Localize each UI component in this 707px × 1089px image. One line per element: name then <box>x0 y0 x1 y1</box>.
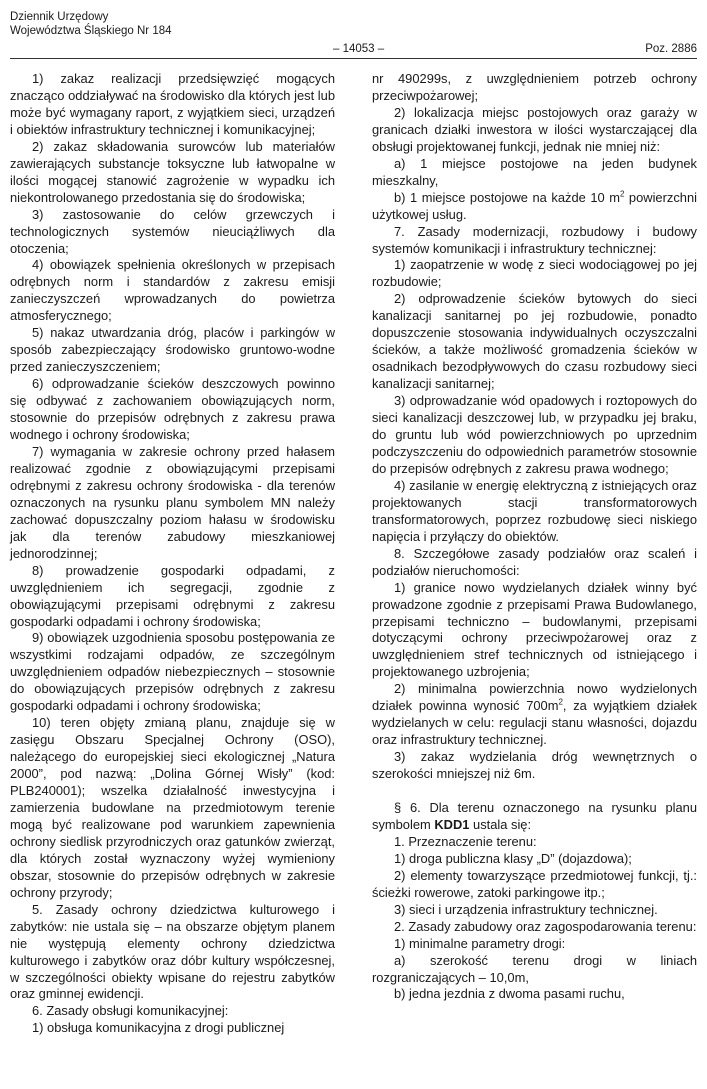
paragraph: 4) obowiązek spełnienia określonych w przepisach odrębnych norm i standardów z zakresu emisji zanieczyszczeń wprowadzanych do powietrza atmosferycznego; <box>10 257 335 324</box>
paragraph: 9) obowiązek uzgodnienia sposobu postępowania ze wszystkimi rodzajami odpadów, ze szczególnym uwzględnieniem odpadów niebezpiecznych – stosownie do obowiązujących przepisów odrębnych z zakresu gospodarki odpadami i ochrony środowiska; <box>10 630 335 714</box>
paragraph: 5. Zasady ochrony dziedzictwa kulturowego i zabytków: nie ustala się – na obszarze objętym planem nie występują elementy ochrony dziedzictwa kulturowego i zabytków oraz dóbr kultury współczesnej, w szczególności obiekty wpisane do rejestru zabytków oraz gminnej ewidencji. <box>10 901 335 1002</box>
symbol-code: KDD1 <box>434 816 470 832</box>
paragraph: 8. Szczegółowe zasady podziałów oraz scaleń i podziałów nieruchomości: <box>372 545 697 578</box>
paragraph: 3) zastosowanie do celów grzewczych i technologicznych systemów nieuciążliwych dla otoczenia; <box>10 206 335 256</box>
paragraph: 8) prowadzenie gospodarki odpadami, z uwzględnieniem ich segregacji, zgodnie z obowiązującymi przepisami odrębnymi z zakresu gospodarki odpadami i ochrony środowiska; <box>10 562 335 629</box>
journal-title-line1: Dziennik Urzędowy <box>10 11 109 23</box>
paragraph: 3) sieci i urządzenia infrastruktury technicznej. <box>394 901 658 917</box>
text: ustala się: <box>469 816 532 832</box>
page-header <box>10 10 697 56</box>
section-heading <box>372 800 697 834</box>
superscript: 2 <box>558 697 563 707</box>
paragraph: 6) odprowadzanie ścieków deszczowych powinno się odbywać z zachowaniem obowiązujących norm, stosownie do przepisów odrębnych z zakresu prawa wodnego i ochrony środowiska; <box>10 376 335 443</box>
paragraph: 2) lokalizacja miejsc postojowych oraz garaży w granicach działki inwestora w ilości wystarczającej dla obsługi projektowanej funkcji, jednak nie mniej niż: <box>372 104 697 154</box>
paragraph: 6. Zasady obsługi komunikacyjnej: <box>32 1003 229 1019</box>
paragraph-parking-b <box>372 190 697 224</box>
paragraph: 3) zakaz wydzielania dróg wewnętrznych o szerokości mniejszej niż 6m. <box>372 749 697 782</box>
page-number: – 14053 – <box>333 43 385 55</box>
paragraph: 4) zasilanie w energię elektryczną z istniejących oraz projektowanych stacji transformatorowych transformatorowych, poprzez rozbudowę sieci niskiego napięcia i przyłączy do obiektów. <box>372 477 697 544</box>
paragraph: 2) elementy towarzyszące przedmiotowej funkcji, tj.: ścieżki rowerowe, zatoki parkingowe itp.; <box>372 867 697 900</box>
paragraph-min-area <box>372 681 697 749</box>
text: § 6. Dla terenu oznaczonego na rysunku planu symbolem <box>372 799 697 832</box>
paragraph: b) jedna jezdnia z dwoma pasami ruchu, <box>394 986 625 1002</box>
text: b) 1 miejsce postojowe na każde 10 m <box>394 189 620 205</box>
paragraph: 2. Zasady zabudowy oraz zagospodarowania terenu: <box>394 918 697 934</box>
paragraph: 2) odprowadzenie ścieków bytowych do sieci kanalizacji sanitarnej po jej rozbudowie, ponadto dopuszczenie stosowania indywidualnych oczyszczalni ścieków, a także możliwość gromadzenia ścieków w osadnikach bezodpływowych do czasu rozbudowy sieci kanalizacji sanitarnej; <box>372 291 697 392</box>
paragraph: 1) minimalne parametry drogi: <box>394 935 566 951</box>
text: , za wyjątkiem działek wydzielanych w celu: regulacji stanu własności, dojazdu oraz infrastruktury technicznej. <box>372 698 697 748</box>
superscript: 2 <box>619 189 625 199</box>
journal-title <box>10 10 172 38</box>
paragraph: 5) nakaz utwardzania dróg, placów i parkingów w sposób zabezpieczający środowisko gruntowo-wodne przed zanieczyszczeniem; <box>10 325 335 375</box>
journal-title-line2: Województwa Śląskiego Nr 184 <box>10 25 172 37</box>
paragraph: 1) zakaz realizacji przedsięwzięć mogących znacząco oddziaływać na środowisko dla których jest lub może być wymagany raport, z wyjątkiem sieci, urządzeń i obiektów infrastruktury technicznej i komunikacyjnej; <box>10 71 335 137</box>
text: 2) minimalna powierzchnia nowo wydzielonych działek powinna wynosić 700m <box>372 681 697 714</box>
position-number: Poz. 2886 <box>645 43 697 55</box>
paragraph: 1) zaopatrzenie w wodę z sieci wodociągowej po jej rozbudowie; <box>372 257 697 290</box>
left-column <box>10 71 335 1037</box>
paragraph: 7. Zasady modernizacji, rozbudowy i budowy systemów komunikacji i infrastruktury technicznej: <box>372 223 697 256</box>
paragraph: 10) teren objęty zmianą planu, znajduje się w zasięgu Obszaru Specjalnej Ochrony (OSO), należącego do europejskiej sieci ekologicznej „Natura 2000”, pod nazwą: „Dolina Górnej Wisły” (kod: PLB240001); wszelka działalność inwestycyjna i zamierzenia budowlane na przedmiotowym terenie mogą być realizowane pod warunkiem zapewnienia ochrony siedlisk przyrodniczych oraz gatunków zwierząt, dla których został wyznaczony wyżej wymieniony obszar, stosownie do przepisów odrębnych w zakresie ochrony przyrody; <box>10 715 335 900</box>
paragraph: 1. Przeznaczenie terenu: <box>394 833 537 849</box>
paragraph: 7) wymagania w zakresie ochrony przed hałasem realizować zgodnie z obowiązującymi przepisami odrębnymi z zakresu ochrony środowiska - dla terenów oznaczonych na rysunku planu symbolem MN należy zachować dopuszczalny poziom hałasu w środowisku jak dla terenów zabudowy mieszkaniowej jednorodzinnej; <box>10 443 335 561</box>
paragraph: 2) zakaz składowania surowców lub materiałów zawierających substancje toksyczne lub łatwopalne w ilości mogącej stanowić zagrożenie w wypadku ich niekontrolowanego przedostania się do środowiska; <box>10 138 335 205</box>
paragraph: 1) droga publiczna klasy „D” (dojazdowa); <box>394 850 632 866</box>
right-column <box>372 71 697 1003</box>
paragraph: 3) odprowadzanie wód opadowych i roztopowych do sieci kanalizacji deszczowej lub, w przypadku jej braku, do gruntu lub wód powierzchniowych po uprzednim podczyszczeniu do odpowiednich parametrów stosownie do przepisów odrębnych z zakresu prawa wodnego; <box>372 393 697 476</box>
paragraph: 1) obsługa komunikacyjna z drogi publicznej <box>32 1020 285 1036</box>
text: powierzchni użytkowej usług. <box>372 189 697 222</box>
paragraph: a) szerokość terenu drogi w liniach rozgraniczających – 10,0m, <box>372 952 697 985</box>
paragraph-continuation: nr 490299s, z uwzględnieniem potrzeb ochrony przeciwpożarowej; <box>372 71 697 103</box>
paragraph: 1) granice nowo wydzielanych działek winny być prowadzone zgodnie z przepisami Prawa Budowlanego, przepisami techniczno – budowlanymi, przepisami dotyczącymi ochrony przeciwpożarowej oraz z uwzględnieniem stref technicznych od istniejącego i projektowanego uzbrojenia; <box>372 579 697 680</box>
header-rule <box>10 58 697 59</box>
paragraph: a) 1 miejsce postojowe na jeden budynek mieszkalny, <box>372 155 697 188</box>
